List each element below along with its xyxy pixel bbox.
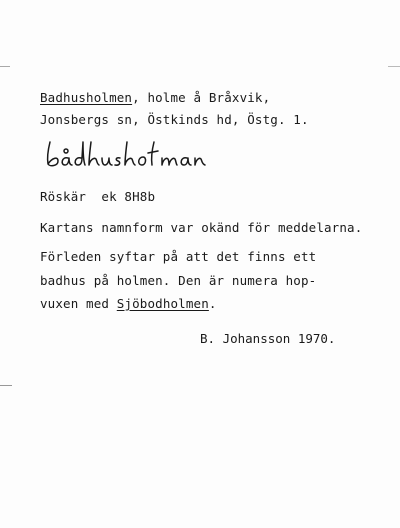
location-line: Jonsbergs sn, Östkinds hd, Östg. 1. <box>40 112 309 127</box>
place-description: , holme å Bråxvik, <box>132 90 271 105</box>
left-edge-mark <box>0 385 12 386</box>
paragraph-line-2: badhus på holmen. Den är numera hop- <box>40 273 317 288</box>
right-edge-mark <box>388 66 400 67</box>
paragraph-line-3-start: vuxen med <box>40 296 117 311</box>
left-edge-mark <box>0 66 10 67</box>
name-form-note: Kartans namnform var okänd för meddelarna. <box>40 220 363 235</box>
paragraph-line-3-end: . <box>208 296 217 311</box>
paragraph-line-1: Förleden syftar på att det finns ett <box>40 249 317 264</box>
handwritten-name <box>44 136 224 172</box>
signature: B. Johansson 1970. <box>200 331 336 346</box>
related-place-name: Sjöbodholmen <box>116 296 209 311</box>
place-heading <box>40 90 270 106</box>
map-reference: Röskär ek 8H8b <box>40 189 156 204</box>
place-name: Badhusholmen <box>40 90 133 105</box>
paragraph-line-3 <box>40 296 217 312</box>
